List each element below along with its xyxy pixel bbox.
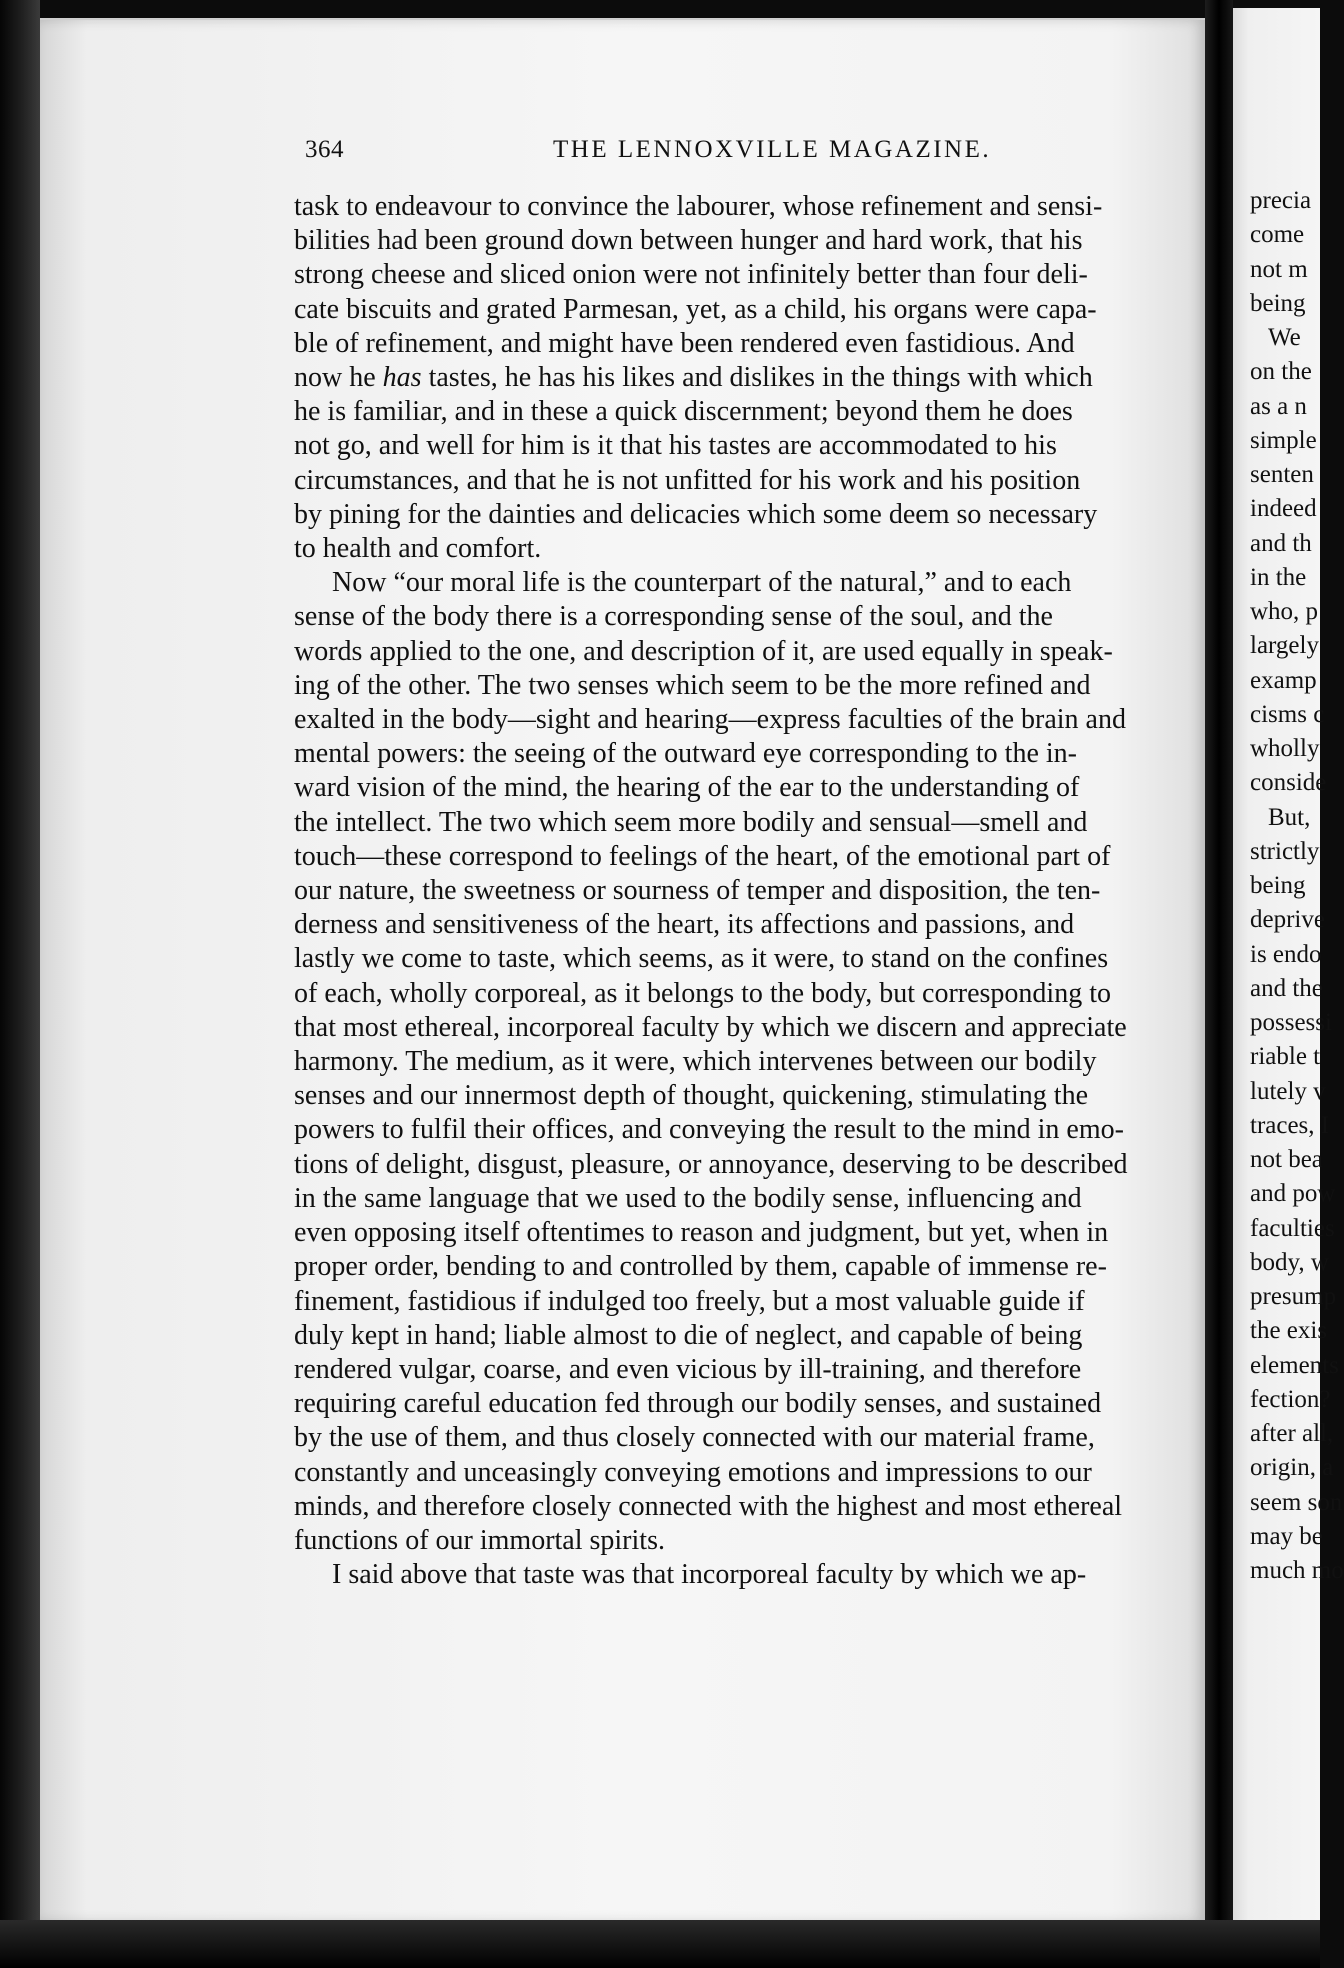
right-text-fragment: body, w	[1250, 1248, 1329, 1276]
text-line: sense of the body there is a corresponding sense of the soul, and the	[294, 601, 1053, 633]
text-line: functions of our immortal spirits.	[294, 1524, 665, 1556]
text-line: constantly and unceasingly conveying emotions and impressions to our	[294, 1456, 1092, 1488]
right-text-fragment: may be	[1250, 1522, 1323, 1550]
text-fragment: tastes, he has his likes and dislikes in the things with which	[421, 362, 1093, 394]
right-text-fragment: faculties	[1250, 1214, 1335, 1242]
right-text-fragment: as a n	[1250, 392, 1307, 420]
running-head: THE LENNOXVILLE MAGAZINE.	[553, 136, 992, 163]
right-page-edge	[1233, 8, 1344, 1928]
text-line: our nature, the sweetness or sourness of temper and disposition, the ten-	[294, 875, 1101, 907]
right-text-fragment: precia	[1250, 187, 1312, 214]
text-line: that most ethereal, incorporeal faculty by which we discern and appreciate	[294, 1011, 1127, 1043]
text-line: ing of the other. The two senses which seem to be the more refined and	[294, 669, 1091, 701]
right-text-fragment: But,	[1268, 803, 1311, 831]
text-line: task to endeavour to convince the labourer, whose refinement and sensi-	[294, 191, 1103, 222]
bottom-scan-shadow	[0, 1920, 1320, 1968]
right-text-fragment: We	[1268, 324, 1301, 351]
left-binding-shadow	[0, 0, 40, 1968]
text-line: bilities had been ground down between hunger and hard work, that his	[294, 225, 1083, 257]
text-line: proper order, bending to and controlled by them, capable of immense re-	[294, 1251, 1107, 1283]
right-text-fragment: and pow	[1250, 1180, 1336, 1208]
right-text-fragment: possessi	[1250, 1009, 1332, 1036]
text-line: I said above that taste was that incorporeal faculty by which we ap-	[332, 1559, 1087, 1591]
page-header	[305, 136, 1205, 170]
right-text-fragment: indeed	[1250, 495, 1317, 523]
right-text-fragment: deprive	[1250, 906, 1325, 934]
right-text-fragment: being	[1250, 872, 1306, 899]
text-line: harmony. The medium, as it were, which intervenes between our bodily	[294, 1046, 1097, 1078]
right-text-fragment: elements	[1250, 1351, 1339, 1379]
text-line: rendered vulgar, coarse, and even vicious by ill-training, and therefore	[294, 1353, 1082, 1385]
text-line-with-italic	[294, 361, 1206, 395]
text-line: he is familiar, and in these a quick discernment; beyond them he does	[294, 396, 1073, 428]
right-text-fragment: not m	[1250, 255, 1308, 283]
right-text-fragment: traces, I	[1250, 1111, 1330, 1139]
right-text-fragment: who, p	[1250, 598, 1319, 625]
right-text-fragment: the exis	[1250, 1317, 1328, 1345]
right-text-fragment: conside	[1250, 769, 1327, 797]
text-line: ble of refinement, and might have been rendered even fastidious. And	[294, 327, 1075, 359]
article-body	[294, 190, 1206, 1592]
text-line: ward vision of the mind, the hearing of the ear to the understanding of	[294, 772, 1080, 804]
text-line: tions of delight, disgust, pleasure, or annoyance, deserving to be described	[294, 1148, 1128, 1180]
right-text-fragment: is endo	[1250, 940, 1322, 968]
right-text-fragment: riable t	[1250, 1043, 1321, 1071]
paragraph-senses	[294, 566, 1206, 1558]
text-line: by the use of them, and thus closely connected with our material frame,	[294, 1422, 1095, 1454]
text-line: circumstances, and that he is not unfitted for his work and his position	[294, 464, 1081, 496]
text-line: in the same language that we used to the bodily sense, influencing and	[294, 1182, 1082, 1214]
right-text-fragment: seem son	[1250, 1488, 1343, 1516]
right-text-fragment: on the	[1250, 358, 1312, 386]
text-line: even opposing itself oftentimes to reason and judgment, but yet, when in	[294, 1217, 1109, 1249]
right-text-fragment: senten	[1250, 461, 1314, 488]
text-line: of each, wholly corporeal, as it belongs to the body, but corresponding to	[294, 977, 1111, 1009]
text-line: not go, and well for him is it that his tastes are accommodated to his	[294, 430, 1057, 462]
text-line: touch—these correspond to feelings of the heart, of the emotional part of	[294, 840, 1111, 872]
book-spine-shadow	[1205, 0, 1233, 1968]
right-text-fragment: lutely v	[1250, 1077, 1326, 1105]
right-text-fragment: not bea	[1250, 1146, 1323, 1173]
text-line: powers to fulfil their offices, and conveying the result to the mind in emo-	[294, 1114, 1124, 1146]
text-line: duly kept in hand; liable almost to die of neglect, and capable of being	[294, 1319, 1083, 1351]
right-text-fragment: and the	[1250, 974, 1323, 1002]
right-text-fragment: origin, a	[1250, 1454, 1334, 1482]
text-fragment: now he	[294, 362, 383, 394]
text-line: senses and our innermost depth of thought, quickening, stimulating the	[294, 1080, 1088, 1112]
right-text-fragment: being	[1250, 289, 1306, 317]
right-text-fragment: strictly	[1250, 837, 1320, 865]
text-line: mental powers: the seeing of the outward eye corresponding to the in-	[294, 738, 1077, 770]
left-page	[40, 18, 1205, 1922]
text-line: lastly we come to taste, which seems, as it were, to stand on the confines	[294, 943, 1109, 975]
text-line: words applied to the one, and description of it, are used equally in speak-	[294, 635, 1113, 667]
right-text-fragment: after all,	[1250, 1420, 1334, 1447]
right-page-text-fragments	[1250, 184, 1344, 1588]
text-line: by pining for the dainties and delicacies which some deem so necessary	[294, 498, 1098, 530]
right-text-fragment: largely	[1250, 632, 1319, 660]
right-text-fragment: presump	[1250, 1283, 1337, 1310]
text-line: the intellect. The two which seem more bodily and sensual—smell and	[294, 806, 1088, 838]
right-text-fragment: simple	[1250, 426, 1317, 454]
right-text-fragment: fection?	[1250, 1385, 1331, 1413]
right-text-fragment: in the	[1250, 563, 1307, 591]
text-line: cate biscuits and grated Parmesan, yet, as a child, his organs were capa-	[294, 293, 1097, 325]
right-text-fragment: examp	[1250, 666, 1317, 694]
italic-word: has	[382, 362, 422, 394]
text-line: to health and comfort.	[294, 533, 542, 565]
text-line: exalted in the body—sight and hearing—express faculties of the brain and	[294, 704, 1126, 736]
right-text-fragment: much mo	[1250, 1557, 1344, 1584]
paragraph-continuation	[294, 190, 1206, 566]
text-line: finement, fastidious if indulged too freely, but a most valuable guide if	[294, 1285, 1085, 1317]
right-text-fragment: come	[1250, 221, 1305, 249]
page-number: 364	[305, 136, 344, 163]
text-line: strong cheese and sliced onion were not infinitely better than four deli-	[294, 259, 1088, 291]
paragraph-final	[294, 1558, 1206, 1592]
right-text-fragment: and th	[1250, 529, 1312, 557]
right-text-fragment: wholly	[1250, 735, 1320, 762]
right-text-fragment: cisms c	[1250, 700, 1325, 728]
text-line: derness and sensitiveness of the heart, its affections and passions, and	[294, 909, 1075, 941]
text-line: minds, and therefore closely connected with the highest and most ethereal	[294, 1490, 1123, 1522]
text-line: Now “our moral life is the counterpart of the natural,” and to each	[332, 567, 1072, 599]
text-line: requiring careful education fed through our bodily senses, and sustained	[294, 1388, 1102, 1420]
